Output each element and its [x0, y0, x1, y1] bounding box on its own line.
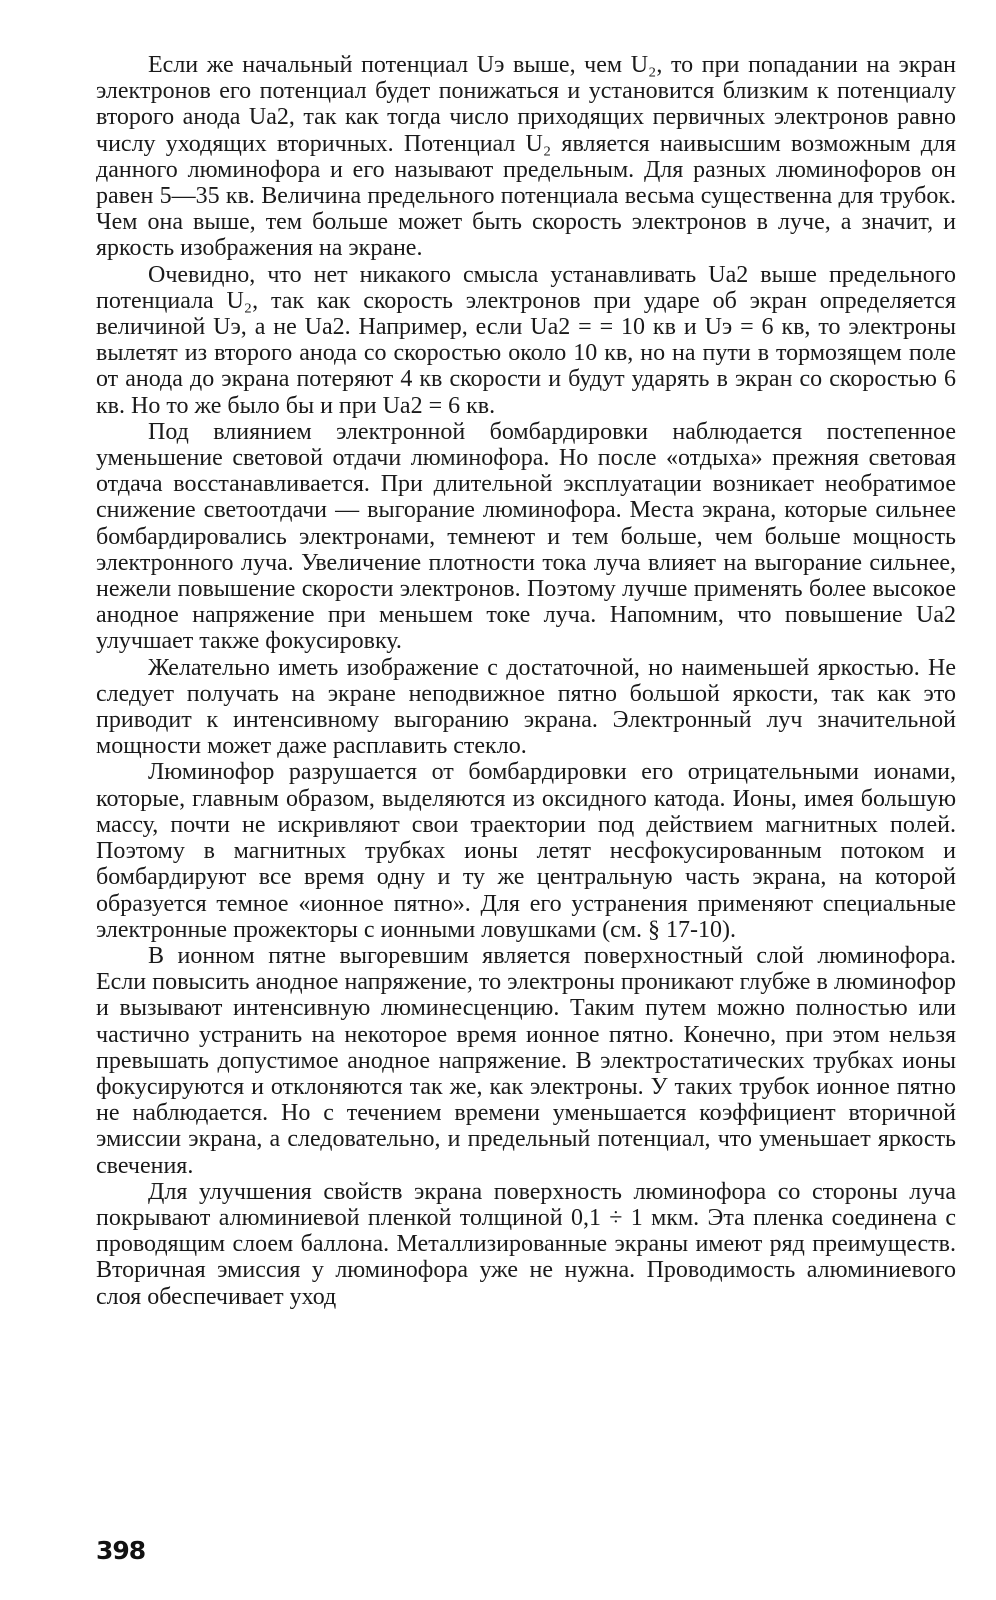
paragraph-4: Желательно иметь изображение с достаточной, но наименьшей яркостью. Не следует получать на экране неподвижное пятно большой яркости, так как это приводит к интенсивному выгоранию экрана. Электронный луч значительной мощности может даже расплавить стекло. [96, 654, 956, 760]
paragraph-2: Очевидно, что нет никакого смысла устанавливать Uа2 выше предельного потенциала U₂, так как скорость электронов при ударе об экран определяется величиной Uэ, а не Uа2. Например, если Uа2 = = 10 кв и Uэ = 6 кв, то электроны вылетят из второго анода со скоростью около 10 кв, но на пути в тормозящем поле от анода до экрана потеряют 4 кв скорости и будут ударять в экран со скоростью 6 кв. Но то же было бы и при Uа2 = 6 кв. [96, 261, 956, 419]
paragraph-6: В ионном пятне выгоревшим является поверхностный слой люминофора. Если повысить анодное напряжение, то электроны проникают глубже в люминофор и вызывают интенсивную люминесценцию. Таким путем можно полностью или частично устранить на некоторое время ионное пятно. Конечно, при этом нельзя превышать допустимое анодное напряжение. В электростатических трубках ионы фокусируются и отклоняются так же, как электроны. У таких трубок ионное пятно не наблюдается. Но с течением времени уменьшается коэффициент вторичной эмиссии экрана, а следовательно, и предельный потенциал, что уменьшает яркость свечения. [96, 942, 956, 1179]
page-body [96, 52, 956, 1310]
paragraph-7: Для улучшения свойств экрана поверхность люминофора со стороны луча покрывают алюминиевой пленкой толщиной 0,1 ÷ 1 мкм. Эта пленка соединена с проводящим слоем баллона. Металлизированные экраны имеют ряд преимуществ. Вторичная эмиссия у люминофора уже не нужна. Проводимость алюминиевого слоя обеспечивает уход [96, 1178, 956, 1310]
paragraph-5: Люминофор разрушается от бомбардировки его отрицательными ионами, которые, главным образом, выделяются из оксидного катода. Ионы, имея большую массу, почти не искривляют свои траектории под действием магнитных полей. Поэтому в магнитных трубках ионы летят несфокусированным потоком и бомбардируют все время одну и ту же центральную часть экрана, на которой образуется темное «ионное пятно». Для его устранения применяют специальные электронные прожекторы с ионными ловушками (см. § 17-10). [96, 759, 956, 943]
paragraph-3: Под влиянием электронной бомбардировки наблюдается постепенное уменьшение световой отдачи люминофора. Но после «отдыха» прежняя световая отдача восстанавливается. При длительной эксплуатации возникает необратимое снижение светоотдачи — выгорание люминофора. Места экрана, которые сильнее бомбардировались электронами, темнеют и тем больше, чем больше мощность электронного луча. Увеличение плотности тока луча влияет на выгорание сильнее, нежели повышение скорости электронов. Поэтому лучше применять более высокое анодное напряжение при меньшем токе луча. Напомним, что повышение Uа2 улучшает также фокусировку. [96, 418, 956, 655]
paragraph-1: Если же начальный потенциал Uэ выше, чем U₂, то при попадании на экран электронов его потенциал будет понижаться и установится близким к потенциалу второго анода Uа2, так как тогда число приходящих первичных электронов равно числу уходящих вторичных. Потенциал U₂ является наивысшим возможным для данного люминофора и его называют предельным. Для разных люминофоров он равен 5—35 кв. Величина предельного потенциала весьма существенна для трубок. Чем она выше, тем больше может быть скорость электронов в луче, а значит, и яркость изображения на экране. [96, 52, 956, 262]
page-number: 398 [96, 1536, 146, 1565]
